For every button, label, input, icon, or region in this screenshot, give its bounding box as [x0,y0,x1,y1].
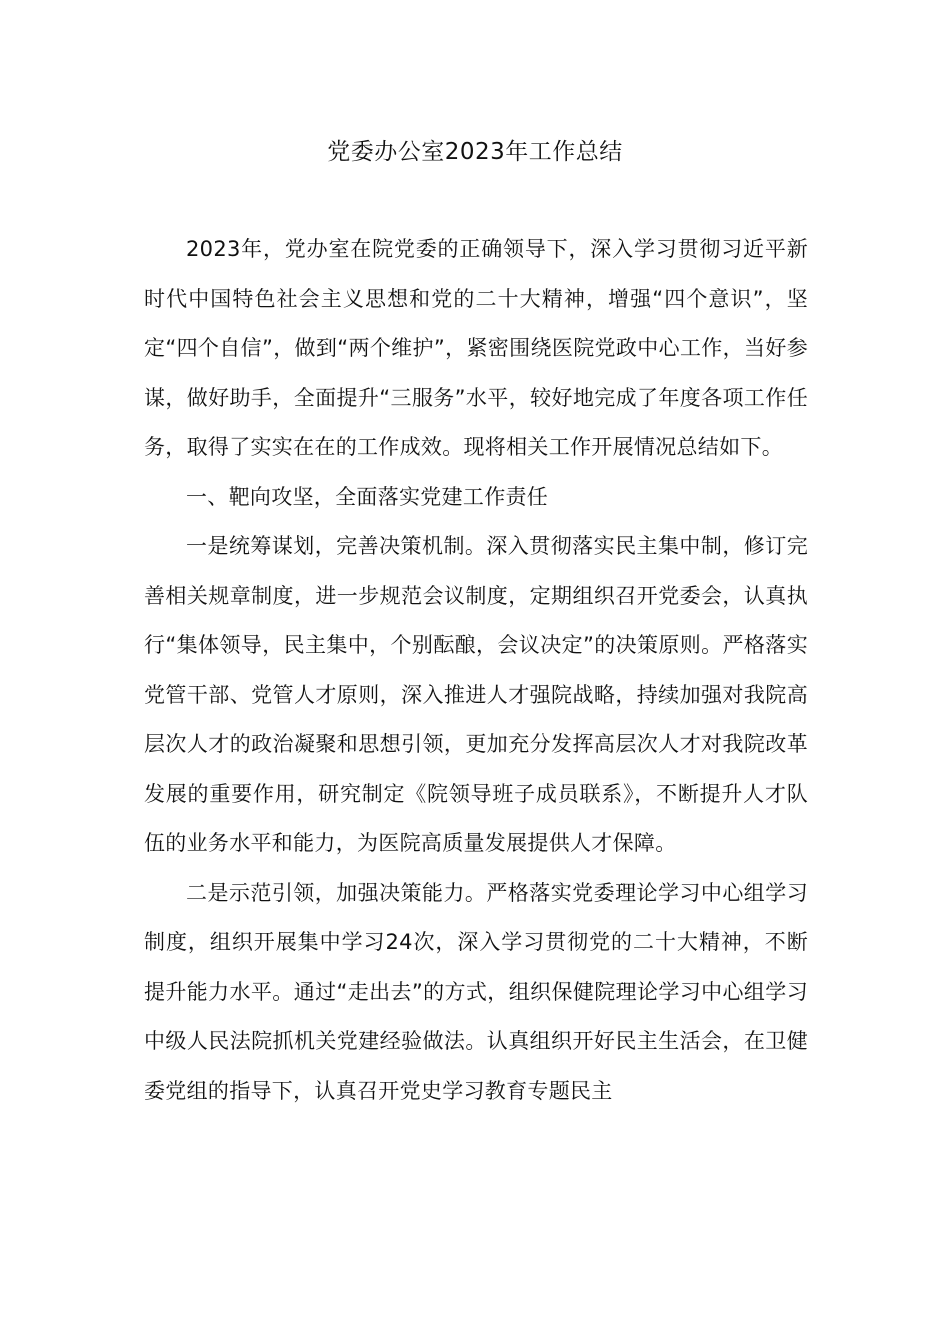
document-body [144,225,808,1116]
body-paragraph: 二是示范引领，加强决策能力。严格落实党委理论学习中心组学习制度，组织开展集中学习24次，深入学习贯彻党的二十大精神，不断提升能力水平。通过“走出去”的方式，组织保健院理论学习中心组学习中级人民法院抓机关党建经验做法。认真组织开好民主生活会，在卫健委党组的指导下，认真召开党史学习教育专题民主 [144,880,808,1103]
section-heading: 一、靶向攻坚，全面落实党建工作责任 [186,484,549,509]
document-title: 党委办公室2023年工作总结 [327,139,623,165]
body-paragraph: 一是统筹谋划，完善决策机制。深入贯彻落实民主集中制，修订完善相关规章制度，进一步规范会议制度，定期组织召开党委会，认真执行“集体领导，民主集中，个别酝酿，会议决定”的决策原则。严格落实党管干部、党管人才原则，深入推进人才强院战略，持续加强对我院高层次人才的政治凝聚和思想引领，更加充分发挥高层次人才对我院改革发展的重要作用，研究制定《院领导班子成员联系》，不断提升人才队伍的业务水平和能力，为医院高质量发展提供人才保障。 [144,534,808,855]
intro-paragraph: 2023年，党办室在院党委的正确领导下，深入学习贯彻习近平新时代中国特色社会主义思想和党的二十大精神，增强“四个意识”，坚定“四个自信”，做到“两个维护”，紧密围绕医院党政中心工作，当好参谋，做好助手，全面提升“三服务”水平，较好地完成了年度各项工作任务，取得了实实在在的工作成效。现将相关工作开展情况总结如下。 [144,237,808,459]
